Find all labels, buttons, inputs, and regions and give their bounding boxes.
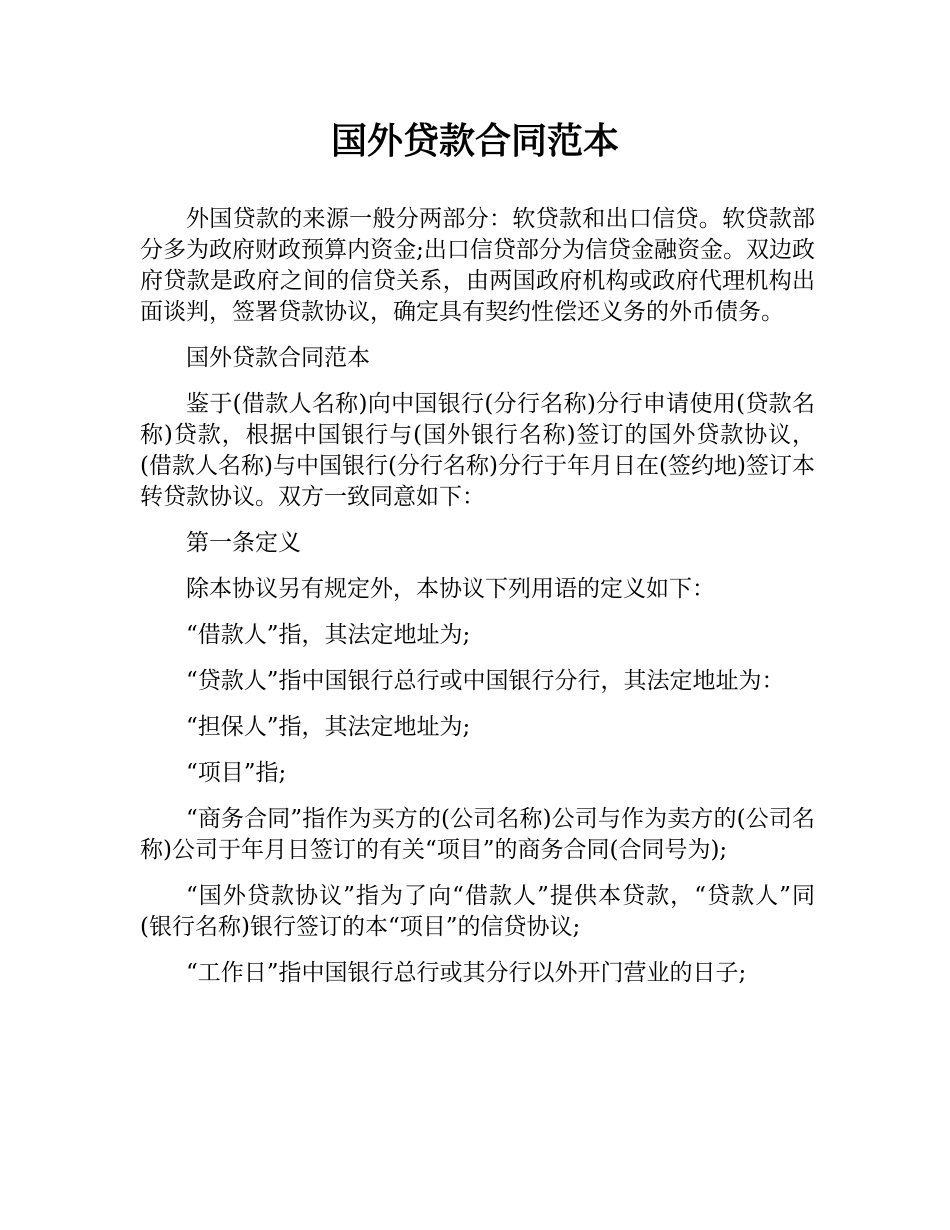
paragraph-intro: 外国贷款的来源一般分两部分：软贷款和出口信贷。软贷款部分多为政府财政预算内资金;出口信贷部分为信贷金融资金。双边政府贷款是政府之间的信贷关系，由两国政府机构或政府代理机构出面谈判，签署贷款协议，确定具有契约性偿还义务的外币债务。 (140, 206, 815, 325)
paragraph-preamble: 鉴于(借款人名称)向中国银行(分行名称)分行申请使用(贷款名称)贷款，根据中国银行与(国外银行名称)签订的国外贷款协议，(借款人名称)与中国银行(分行名称)分行于年月日在(签约地)签订本转贷款协议。双方一致同意如下： (140, 391, 815, 510)
paragraph-foreign-loan-agreement: “国外贷款协议”指为了向“借款人”提供本贷款，“贷款人”同(银行名称)银行签订的本“项目”的信贷协议; (140, 883, 815, 940)
paragraph-lender: “贷款人”指中国银行总行或中国银行分行，其法定地址为： (186, 668, 785, 694)
paragraph-commercial-contract: “商务合同”指作为买方的(公司名称)公司与作为卖方的(公司名称)公司于年月日签订的有关“项目”的商务合同(合同号为); (140, 806, 815, 863)
document-body (140, 204, 815, 1004)
paragraph-borrower: “借款人”指，其法定地址为; (186, 622, 471, 648)
paragraph-article-one: 第一条定义 (186, 530, 301, 556)
paragraph-project: “项目”指; (186, 760, 287, 786)
document-title: 国外贷款合同范本 (330, 121, 619, 162)
paragraph-working-day: “工作日”指中国银行总行或其分行以外开门营业的日子; (186, 960, 747, 986)
paragraph-guarantor: “担保人”指，其法定地址为; (186, 714, 471, 740)
paragraph-heading: 国外贷款合同范本 (186, 345, 370, 371)
paragraph-definitions-intro: 除本协议另有规定外，本协议下列用语的定义如下： (186, 576, 715, 602)
